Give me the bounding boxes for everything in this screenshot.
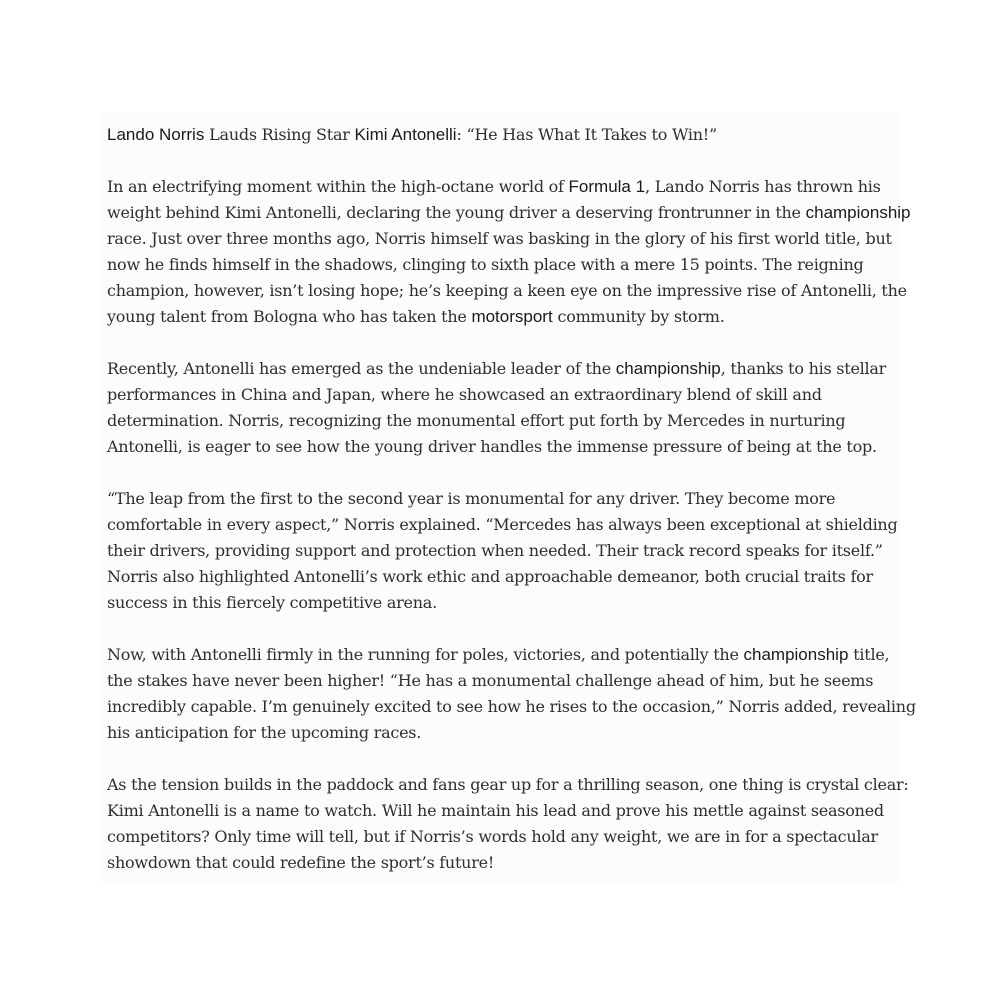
- text-segment: Recently, Antonelli has emerged as the undeniable leader of the: [107, 359, 616, 378]
- text-line: [107, 304, 900, 330]
- text-segment: young talent from Bologna who has taken the: [107, 307, 472, 326]
- text-segment: community by storm.: [552, 307, 725, 326]
- text-line: Kimi Antonelli is a name to watch. Will he maintain his lead and prove his mettle against seasoned: [107, 801, 884, 820]
- headline-quote: : “He Has What It Takes to Win!”: [456, 125, 717, 144]
- text-line: incredibly capable. I’m genuinely excited to see how he rises to the occasion,” Norris added, revealing: [107, 697, 916, 716]
- paragraph-4: [107, 642, 916, 746]
- headline-text: Lauds Rising Star: [204, 125, 355, 144]
- paragraph-2: [107, 356, 900, 460]
- text-line: determination. Norris, recognizing the monumental effort put forth by Mercedes in nurturing: [107, 411, 846, 430]
- text-line: now he finds himself in the shadows, clinging to sixth place with a mere 15 points. The reigning: [107, 255, 864, 274]
- text-line: As the tension builds in the paddock and fans gear up for a thrilling season, one thing is crystal clear:: [107, 775, 909, 794]
- article-headline: [107, 122, 900, 148]
- text-line: [107, 200, 911, 226]
- paragraph-5: [107, 772, 909, 876]
- text-segment: In an electrifying moment within the high-octane world of: [107, 177, 569, 196]
- keyword-link-championship[interactable]: championship: [615, 359, 721, 378]
- keyword-link-motorsport[interactable]: motorsport: [471, 307, 553, 326]
- text-segment: , thanks to his stellar: [720, 359, 887, 378]
- text-line: showdown that could redefine the sport’s future!: [107, 853, 495, 872]
- text-line: “The leap from the first to the second year is monumental for any driver. They become more: [107, 489, 836, 508]
- text-line: competitors? Only time will tell, but if Norris’s words hold any weight, we are in for a spectacular: [107, 827, 878, 846]
- text-line: [107, 174, 900, 200]
- text-line: champion, however, isn’t losing hope; he’s keeping a keen eye on the impressive rise of Antonelli, the: [107, 281, 907, 300]
- text-line: race. Just over three months ago, Norris himself was basking in the glory of his first world title, but: [107, 229, 892, 248]
- article-body: [100, 112, 916, 882]
- text-line: [107, 642, 900, 668]
- text-segment: title,: [848, 645, 890, 664]
- text-line: Norris also highlighted Antonelli’s work ethic and approachable demeanor, both crucial traits for: [107, 567, 873, 586]
- text-line: the stakes have never been higher! “He has a monumental challenge ahead of him, but he seems: [107, 671, 874, 690]
- text-line: his anticipation for the upcoming races.: [107, 723, 422, 742]
- keyword-link-kimi-antonelli[interactable]: Kimi Antonelli: [354, 125, 457, 144]
- keyword-link-formula-1[interactable]: Formula 1: [568, 177, 646, 196]
- text-segment: weight behind Kimi Antonelli, declaring the young driver a deserving frontrunner in the: [107, 203, 806, 222]
- text-line: comfortable in every aspect,” Norris explained. “Mercedes has always been exceptional at shielding: [107, 515, 898, 534]
- text-segment: Now, with Antonelli firmly in the running for poles, victories, and potentially the: [107, 645, 744, 664]
- paragraph-1: [107, 174, 911, 330]
- keyword-link-championship[interactable]: championship: [805, 203, 911, 222]
- text-line: their drivers, providing support and protection when needed. Their track record speaks for itself.”: [107, 541, 883, 560]
- paragraph-3: [107, 486, 900, 616]
- headline-line: [107, 122, 900, 148]
- keyword-link-lando-norris[interactable]: Lando Norris: [107, 125, 205, 144]
- text-line: Antonelli, is eager to see how the young driver handles the immense pressure of being at the top.: [107, 437, 877, 456]
- text-line: success in this fiercely competitive arena.: [107, 593, 437, 612]
- text-line: [107, 356, 900, 382]
- keyword-link-championship[interactable]: championship: [743, 645, 849, 664]
- text-line: performances in China and Japan, where he showcased an extraordinary blend of skill and: [107, 385, 822, 404]
- text-segment: , Lando Norris has thrown his: [645, 177, 881, 196]
